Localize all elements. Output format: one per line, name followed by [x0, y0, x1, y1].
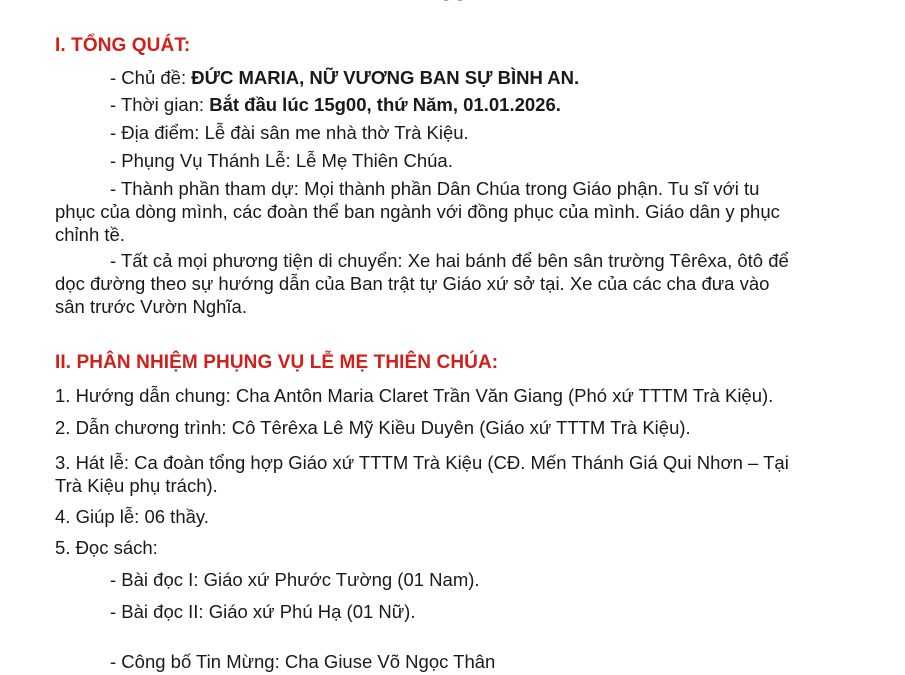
section1-heading: I. TỔNG QUÁT: [55, 35, 191, 56]
section2-heading: II. PHÂN NHIỆM PHỤNG VỤ LỄ MẸ THIÊN CHÚA: [55, 352, 499, 373]
transport-line-3: sân trước Vườn Nghĩa. [55, 296, 247, 317]
time-value: Bắt đầu lúc 15g00, thứ Năm, 01.01.2026. [209, 94, 561, 115]
gospel-line: - Công bố Tin Mừng: Cha Giuse Võ Ngọc Thân [110, 650, 496, 672]
reading-2: - Bài đọc II: Giáo xứ Phú Hạ (01 Nữ). [110, 601, 416, 622]
mass-line: - Phụng Vụ Thánh Lễ: Lễ Mẹ Thiên Chúa. [110, 150, 453, 171]
decorative-ornament-icon [436, 0, 470, 4]
time-line [110, 92, 561, 118]
topic-value: ĐỨC MARIA, NỮ VƯƠNG BAN SỰ BÌNH AN. [191, 67, 580, 88]
item-5: 5. Đọc sách: [55, 537, 158, 558]
participants-line-2: phục của dòng mình, các đoàn thể ban ngành với đồng phục của mình. Giáo dân y phục [55, 201, 780, 222]
item-2: 2. Dẫn chương trình: Cô Têrêxa Lê Mỹ Kiều Duyên (Giáo xứ TTTM Trà Kiệu). [55, 417, 691, 438]
item-1: 1. Hướng dẫn chung: Cha Antôn Maria Claret Trần Văn Giang (Phó xứ TTTM Trà Kiệu). [55, 385, 774, 406]
topic-label: - Chủ đề: [110, 67, 192, 88]
item-4: 4. Giúp lễ: 06 thầy. [55, 506, 209, 527]
reading-1: - Bài đọc I: Giáo xứ Phước Tường (01 Nam). [110, 569, 480, 590]
participants-line-1: - Thành phần tham dự: Mọi thành phần Dân Chúa trong Giáo phận. Tu sĩ với tu [110, 178, 760, 199]
transport-line-1: - Tất cả mọi phương tiện di chuyển: Xe hai bánh để bên sân trường Têrêxa, ôtô để [110, 250, 789, 271]
place-line: - Địa điểm: Lễ đài sân me nhà thờ Trà Kiệu. [110, 122, 469, 143]
topic-line [110, 65, 579, 91]
participants-line-3: chỉnh tề. [55, 224, 125, 245]
time-label: - Thời gian: [110, 94, 210, 115]
transport-line-2: dọc đường theo sự hướng dẫn của Ban trật tự Giáo xứ sở tại. Xe của các cha đưa vào [55, 273, 770, 294]
item-3-line-2: Trà Kiệu phụ trách). [55, 475, 218, 496]
item-3-line-1: 3. Hát lễ: Ca đoàn tổng hợp Giáo xứ TTTM Trà Kiệu (CĐ. Mến Thánh Giá Qui Nhơn – Tại [55, 452, 789, 473]
